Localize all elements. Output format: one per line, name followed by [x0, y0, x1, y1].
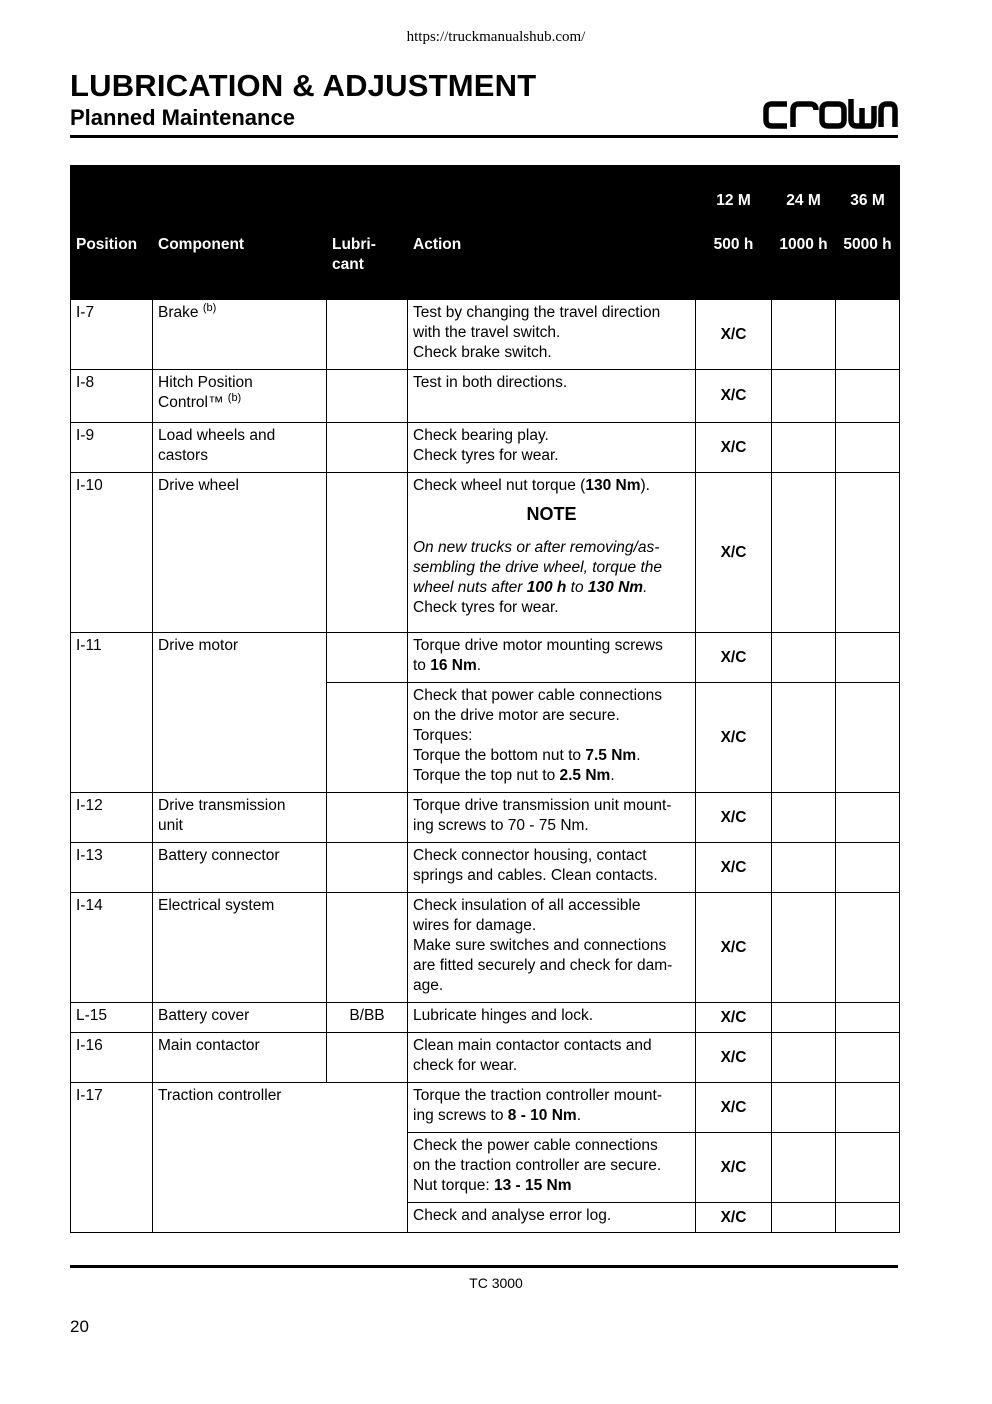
- lubricant-cell: [327, 300, 408, 370]
- action-cell: Check the power cable connections on the traction controller are secure. Nut torque: 13 - 15 Nm: [408, 1133, 696, 1203]
- lubricant-cell: [327, 473, 408, 633]
- action-cell: Torque drive motor mounting screws to 16 Nm.: [408, 633, 696, 683]
- header-rule: [70, 135, 898, 138]
- component-cell: Hitch Position Control™ $^{(b)}$: [153, 370, 327, 423]
- interval-24m: 24 M: [772, 166, 836, 218]
- position-cell: I-9: [71, 423, 153, 473]
- col-component: Component: [153, 218, 327, 300]
- component-cell: Load wheels and castors: [153, 423, 327, 473]
- table-row: [71, 473, 900, 633]
- check-mark: X/C: [696, 300, 772, 370]
- note-heading: NOTE: [526, 504, 577, 524]
- action-cell: Test by changing the travel direction with the travel switch. Check brake switch.: [408, 300, 696, 370]
- action-cell: Check bearing play. Check tyres for wear.: [408, 423, 696, 473]
- lubricant-cell: [327, 683, 408, 793]
- component-cell: Battery cover: [153, 1003, 327, 1033]
- component-cell: Battery connector: [153, 843, 327, 893]
- action-cell: Check and analyse error log.: [408, 1203, 696, 1233]
- table-row: [71, 793, 900, 843]
- lubricant-cell: [327, 893, 408, 1003]
- table-row: [71, 1003, 900, 1033]
- table-row: [71, 843, 900, 893]
- position-cell: I-13: [71, 843, 153, 893]
- component-cell: Brake $^{(b)}$: [153, 300, 327, 370]
- action-cell: Clean main contactor contacts and check for wear.: [408, 1033, 696, 1083]
- action-cell: Lubricate hinges and lock.: [408, 1003, 696, 1033]
- header-spacer: [71, 166, 696, 218]
- check-mark: X/C: [696, 1203, 772, 1233]
- component-cell: Traction controller: [153, 1083, 408, 1233]
- lubricant-cell: B/BB: [327, 1003, 408, 1033]
- interval-12m: 12 M: [696, 166, 772, 218]
- action-cell: Check connector housing, contact springs and cables. Clean contacts.: [408, 843, 696, 893]
- position-cell: I-17: [71, 1083, 153, 1233]
- lubricant-cell: [327, 633, 408, 683]
- position-cell: I-16: [71, 1033, 153, 1083]
- position-cell: I-14: [71, 893, 153, 1003]
- position-cell: I-8: [71, 370, 153, 423]
- position-cell: I-7: [71, 300, 153, 370]
- interval-500h: 500 h: [696, 218, 772, 300]
- col-lubricant: Lubri- cant: [327, 218, 408, 300]
- component-cell: Drive wheel: [153, 473, 327, 633]
- page-title: LUBRICATION & ADJUSTMENT: [70, 68, 537, 103]
- table-row: [71, 423, 900, 473]
- check-mark: X/C: [696, 1003, 772, 1033]
- table-row: [71, 893, 900, 1003]
- position-cell: I-12: [71, 793, 153, 843]
- check-mark: X/C: [696, 1133, 772, 1203]
- table-row: [71, 300, 900, 370]
- lubricant-cell: [327, 370, 408, 423]
- check-mark: X/C: [696, 633, 772, 683]
- lubricant-cell: [327, 843, 408, 893]
- check-mark: X/C: [696, 1033, 772, 1083]
- lubricant-cell: [327, 423, 408, 473]
- check-mark: X/C: [696, 473, 772, 633]
- interval-5000h: 5000 h: [836, 218, 900, 300]
- interval-1000h: 1000 h: [772, 218, 836, 300]
- footer-model: TC 3000: [469, 1275, 523, 1291]
- table-row: [71, 370, 900, 423]
- component-cell: Main contactor: [153, 1033, 327, 1083]
- action-cell: Check insulation of all accessible wires for damage. Make sure switches and connections are fitted securely and check for dam- age.: [408, 893, 696, 1003]
- action-cell: Torque the traction controller mount- ing screws to 8 - 10 Nm.: [408, 1083, 696, 1133]
- footer-rule: [70, 1265, 898, 1268]
- component-cell: Drive transmission unit: [153, 793, 327, 843]
- check-mark: X/C: [696, 370, 772, 423]
- check-mark: X/C: [696, 793, 772, 843]
- action-cell: Torque drive transmission unit mount- ing screws to 70 - 75 Nm.: [408, 793, 696, 843]
- action-cell: Check wheel nut torque (130 Nm). NOTE On new trucks or after removing/as- sembling the drive wheel, torque the wheel nuts after 100 h to 130 Nm. Check tyres for wear.: [408, 473, 696, 633]
- action-cell: Check that power cable connections on the drive motor are secure. Torques: Torque the bottom nut to 7.5 Nm. Torque the top nut to 2.5 Nm.: [408, 683, 696, 793]
- maintenance-table: [70, 165, 900, 1233]
- lubricant-cell: [327, 793, 408, 843]
- lubricant-cell: [327, 1033, 408, 1083]
- source-url[interactable]: https://truckmanualshub.com/: [406, 29, 586, 45]
- component-cell: Electrical system: [153, 893, 327, 1003]
- col-position: Position: [71, 218, 153, 300]
- table-row: [71, 633, 900, 683]
- check-mark: X/C: [696, 893, 772, 1003]
- position-cell: I-11: [71, 633, 153, 793]
- check-mark: X/C: [696, 1083, 772, 1133]
- check-mark: X/C: [696, 843, 772, 893]
- interval-36m: 36 M: [836, 166, 900, 218]
- table-row: [71, 1083, 900, 1133]
- col-action: Action: [408, 218, 696, 300]
- component-cell: Drive motor: [153, 633, 327, 793]
- page-subtitle: Planned Maintenance: [70, 105, 295, 130]
- check-mark: X/C: [696, 683, 772, 793]
- crown-logo: [762, 96, 899, 130]
- page-number: 20: [70, 1317, 89, 1336]
- position-cell: L-15: [71, 1003, 153, 1033]
- check-mark: X/C: [696, 423, 772, 473]
- action-cell: Test in both directions.: [408, 370, 696, 423]
- table-row: [71, 1033, 900, 1083]
- position-cell: I-10: [71, 473, 153, 633]
